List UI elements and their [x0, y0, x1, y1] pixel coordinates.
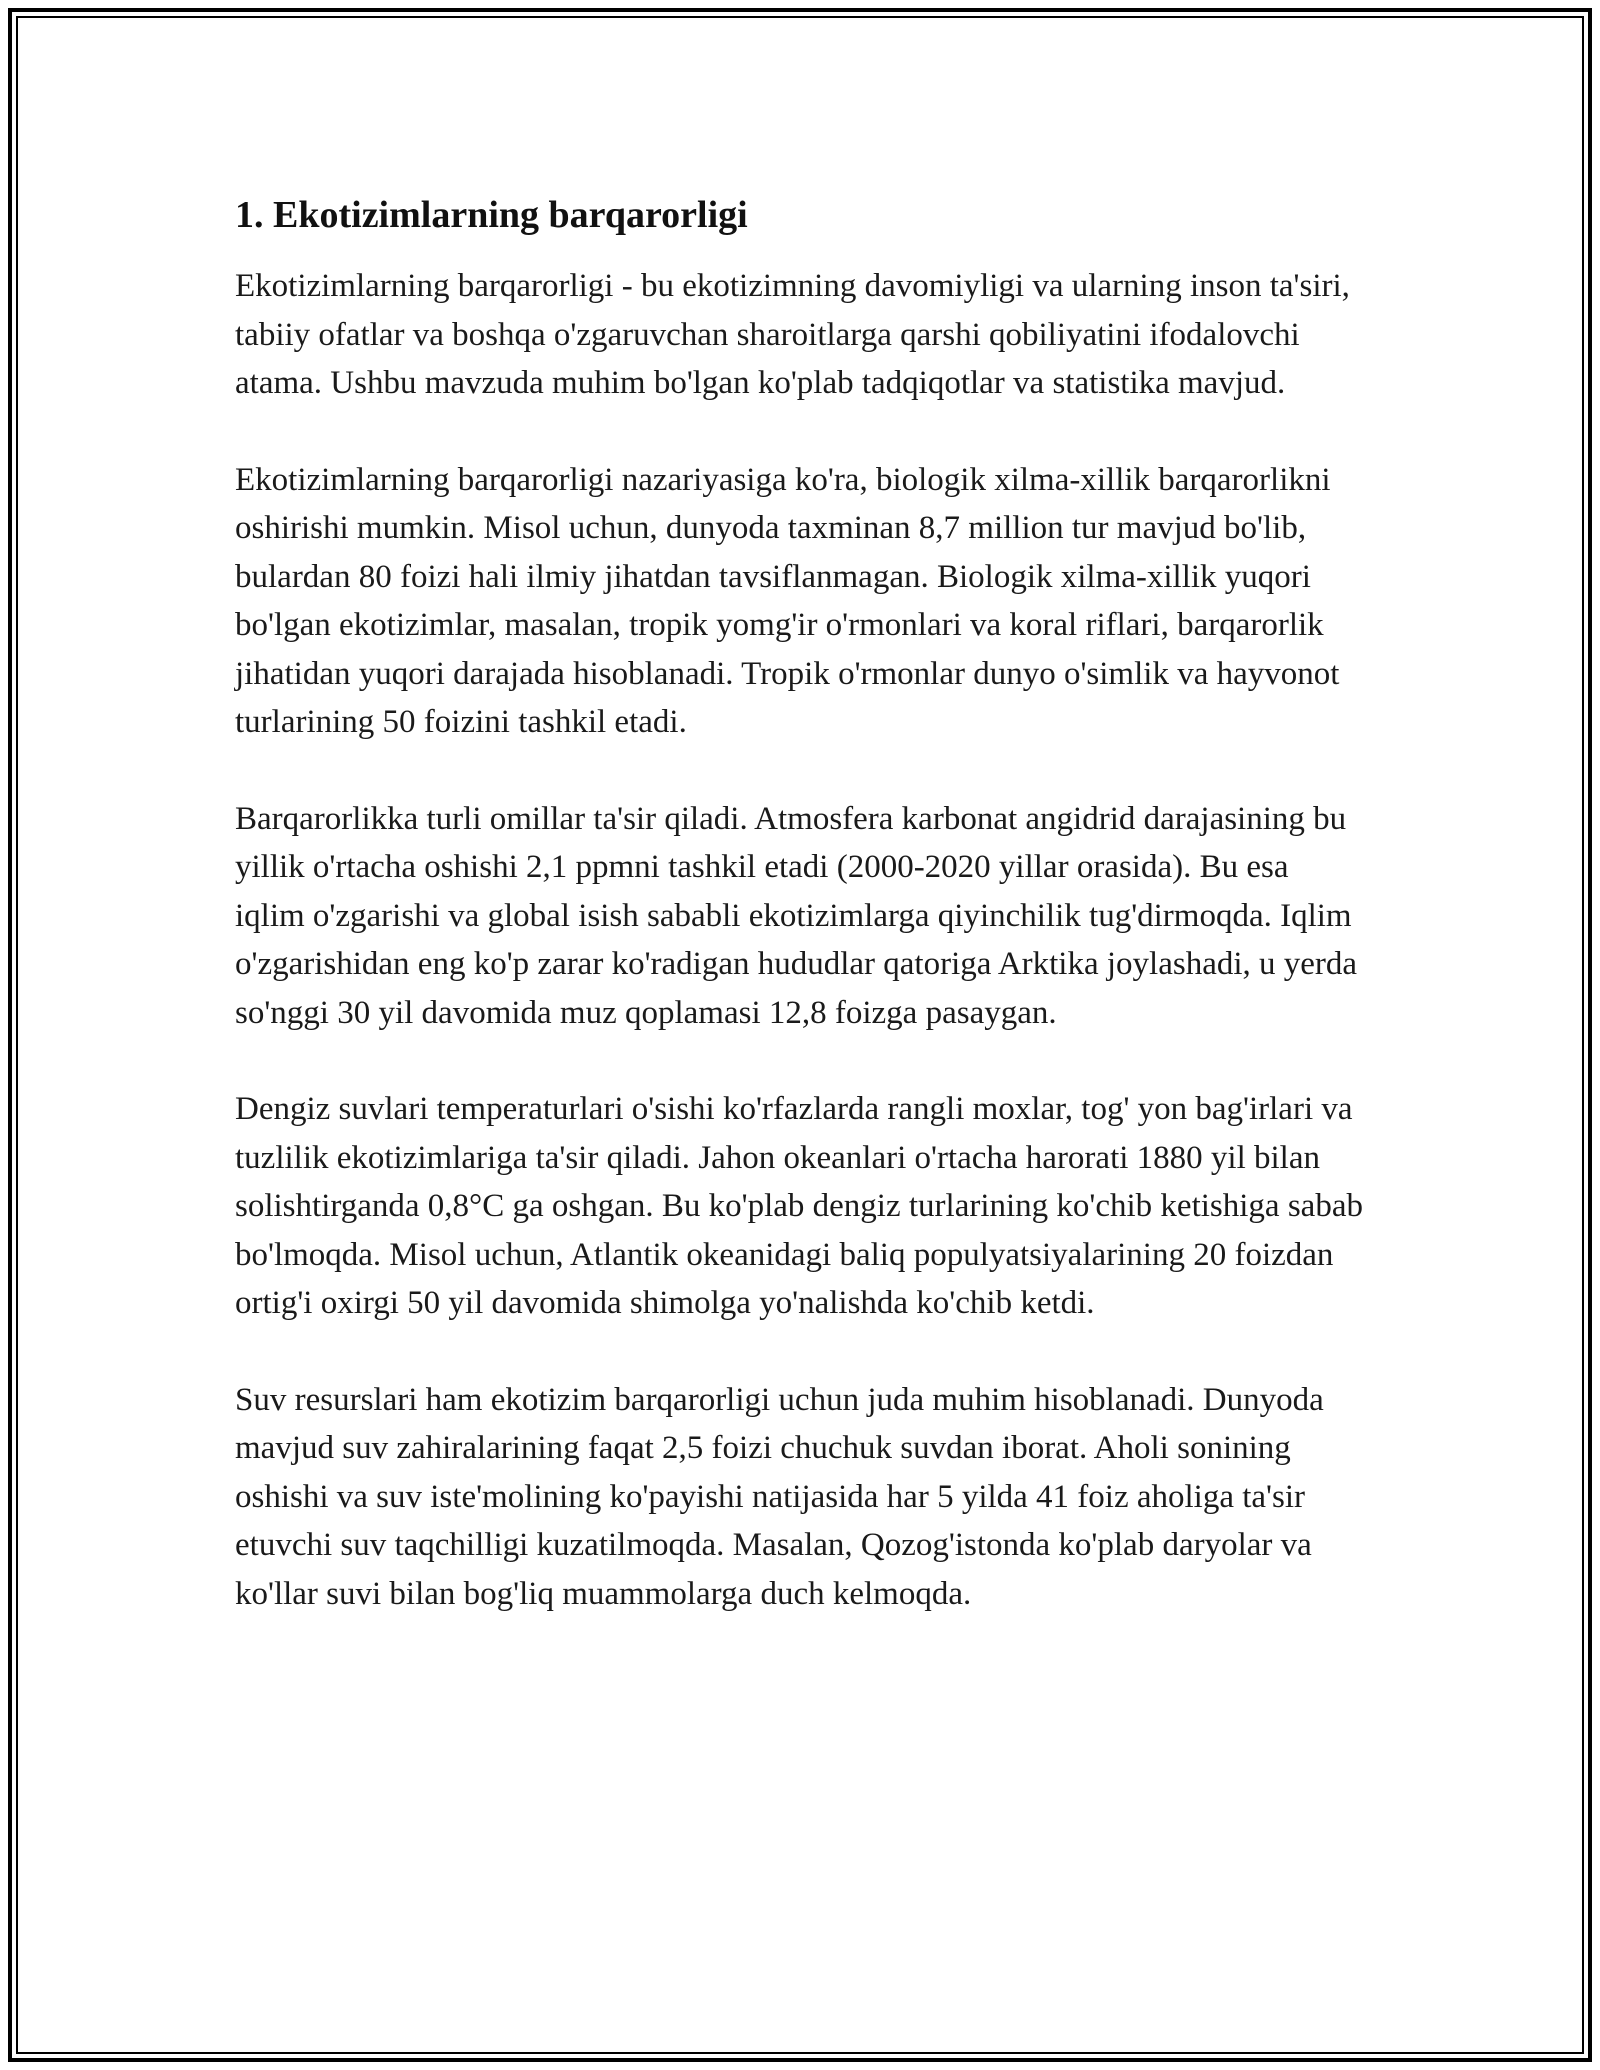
paragraph-3: Barqarorlikka turli omillar ta'sir qiladi. Atmosfera karbonat angidrid darajasining bu yillik o'rtacha oshishi 2,1 ppmni tashkil etadi (2000-2020 yillar orasida). Bu esa iqlim o'zgarishi va global isish sababli ekotizimlarga qiyinchilik tug'dirmoqda. Iqlim o'zgarishidan eng ko'p zarar ko'radigan hududlar qatoriga Arktika joylashadi, u yerda so'nggi 30 yil davomida muz qoplamasi 12,8 foizga pasaygan.	[235, 800, 1358, 1031]
section-heading: 1. Ekotizimlarning barqarorligi	[235, 194, 748, 236]
paragraph-2: Ekotizimlarning barqarorligi nazariyasiga ko'ra, biologik xilma-xillik barqarorlikni oshirishi mumkin. Misol uchun, dunyoda taxminan 8,7 million tur mavjud bo'lib, bulardan 80 foizi hali ilmiy jihatdan tavsiflanmagan. Biologik xilma-xillik yuqori bo'lgan ekotizimlar, masalan, tropik yomg'ir o'rmonlari va koral riflari, barqarorlik jihatidan yuqori darajada hisoblanadi. Tropik o'rmonlar dunyo o'simlik va hayvonot turlarining 50 foizini tashkil etadi.	[235, 461, 1340, 740]
paragraph-4: Dengiz suvlari temperaturlari o'sishi ko'rfazlarda rangli moxlar, tog' yon bag'irlari va tuzlilik ekotizimlariga ta'sir qiladi. Jahon okeanlari o'rtacha harorati 1880 yil bilan solishtirganda 0,8°C ga oshgan. Bu ko'plab dengiz turlarining ko'chib ketishiga sabab bo'lmoqda. Misol uchun, Atlantik okeanidagi baliq populyatsiyalarining 20 foizdan ortig'i oxirgi 50 yil davomida shimolga yo'nalishda ko'chib ketdi.	[235, 1091, 1363, 1321]
document-body	[235, 188, 1365, 1666]
paragraph-5: Suv resurslari ham ekotizim barqarorligi uchun juda muhim hisoblanadi. Dunyoda mavjud suv zahiralarining faqat 2,5 foizi chuchuk suvdan iborat. Aholi sonining oshishi va suv iste'molining ko'payishi natijasida har 5 yilda 41 foiz aholiga ta'sir etuvchi suv taqchilligi kuzatilmoqda. Masalan, Qozog'istonda ko'plab daryolar va ko'llar suvi bilan bog'liq muammolarga duch kelmoqda.	[235, 1381, 1324, 1612]
paragraph-1: Ekotizimlarning barqarorligi - bu ekotizimning davomiyligi va ularning inson ta'siri, tabiiy ofatlar va boshqa o'zgaruvchan sharoitlarga qarshi qobiliyatini ifodalovchi atama. Ushbu mavzuda muhim bo'lgan ko'plab tadqiqotlar va statistika mavjud.	[235, 268, 1350, 401]
